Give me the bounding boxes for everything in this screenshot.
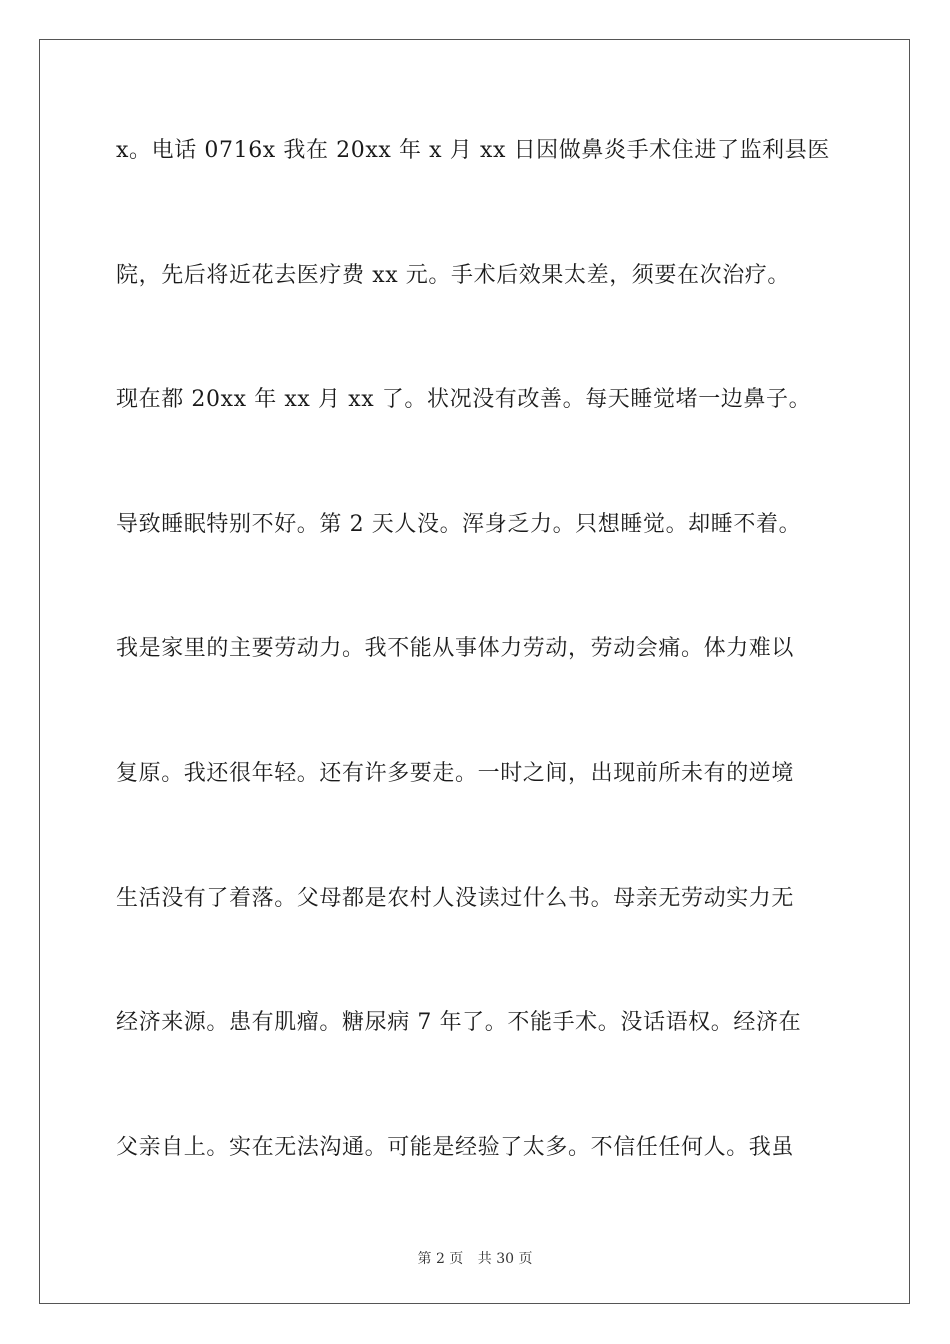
page-number: 第 2 页	[417, 1251, 464, 1267]
body-line-9: 父亲自上。实在无法沟通。可能是经验了太多。不信任任何人。我虽	[116, 1134, 795, 1160]
page-total: 共 30 页	[477, 1251, 533, 1267]
body-line-4: 导致睡眠特别不好。第 2 天人没。浑身乏力。只想睡觉。却睡不着。	[116, 511, 802, 537]
page-footer	[0, 1248, 950, 1268]
body-line-1: x。电话 0716x 我在 20xx 年 x 月 xx 日因做鼻炎手术住进了监利县医	[116, 138, 830, 163]
body-line-2: 院，先后将近花去医疗费 xx 元。手术后效果太差，须要在次治疗。	[116, 262, 791, 288]
body-line-7: 生活没有了着落。父母都是农村人没读过什么书。母亲无劳动实力无	[116, 885, 795, 911]
body-line-3: 现在都 20xx 年 xx 月 xx 了。状况没有改善。每天睡觉堵一边鼻子。	[116, 387, 812, 413]
body-line-5: 我是家里的主要劳动力。我不能从事体力劳动，劳动会痛。体力难以	[116, 636, 795, 662]
document-body	[116, 126, 834, 1247]
body-line-8: 经济来源。患有肌瘤。糖尿病 7 年了。不能手术。没话语权。经济在	[116, 1010, 802, 1036]
body-line-6: 复原。我还很年轻。还有许多要走。一时之间，出现前所未有的逆境	[116, 760, 795, 786]
